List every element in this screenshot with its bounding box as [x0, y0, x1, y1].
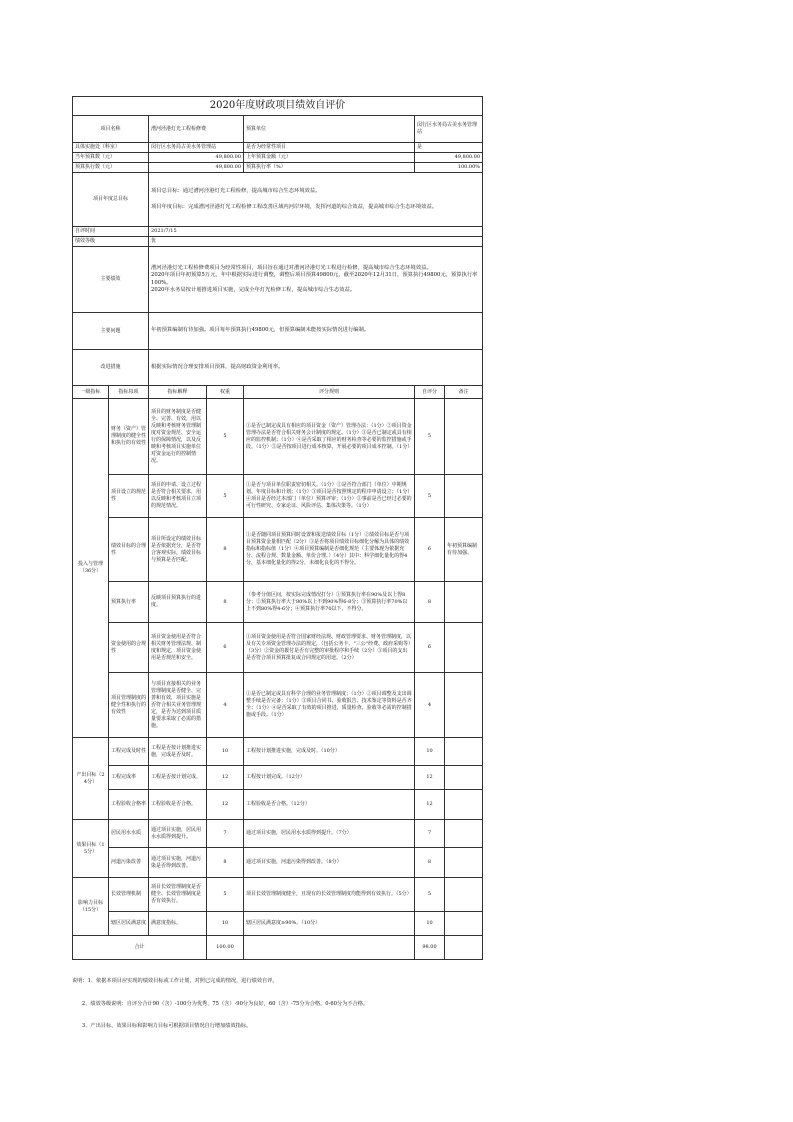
indicator-name: 财务（资产）管理制度的健全性和执行的有效性: [109, 399, 149, 475]
indicator-rule: 辖区居民满意度≥90%。（10分）: [244, 912, 415, 936]
total-row: [73, 936, 483, 960]
indicator-rule: ①是否已制定或具有相应的项目资金（资产）管理办法：（1分）②项目资金管理办法是否符合相关财务会计制度的规定。（1分）③是否已制定或具有相应的监控机制；（1分）④是否采取了相应的财务检查等必要的监控措施或手段。（1分）⑤是否按项目进行成本核算，开展必要的项目成本控制。（1分）: [244, 399, 415, 475]
exec-office-label: 具体实施处（科室）: [73, 143, 149, 153]
total-rule-empty: [244, 936, 415, 960]
indicator-name: 预算执行率: [109, 582, 149, 623]
eval-time: 2021/7/15: [149, 227, 483, 237]
indicator-note: [445, 399, 483, 475]
indicator-note: [445, 848, 483, 878]
col-header-rule: 评分规则: [244, 386, 415, 399]
indicator-score: 8: [415, 848, 445, 878]
indicator-weight: 8: [207, 518, 244, 582]
group-output-label: 产出目标（24分）: [73, 738, 109, 820]
indicator-rule: 通过项目实施，居民用水水质得到提升。（7分）: [244, 820, 415, 848]
indicator-note: [445, 475, 483, 518]
indicator-weight: 10: [207, 738, 244, 766]
recurring-value: 是: [415, 143, 483, 153]
main-perf-line-1: 漕河泾港灯光工程检修费项目为经常性项目，项目旨在通过对漕河泾港灯光工程进行检修，提高城市综合生态环境效益。: [151, 264, 432, 271]
improve-label: 改进措施: [73, 350, 149, 386]
budget-unit-label: 预算单位: [244, 116, 415, 143]
indicator-explain: 项目的财务制度是否健全、完善、有效，用以反映和考核财务管理制度对资金规范、安全运行的保障情况，以及反映和考核项目实施单位对资金运行的控制情况。: [149, 399, 207, 475]
indicator-score: 5: [415, 475, 445, 518]
annual-goal-yearly: 项目年度目标：完成漕河泾港灯光工程检修工程改善区域内河岸环境，发挥河道的综合效益，提高城市综合生态环境效益。: [151, 203, 438, 210]
table-row: [73, 766, 483, 790]
table-row: [73, 848, 483, 878]
sheet-title: 2020年度财政项目绩效自评价: [73, 97, 483, 116]
indicator-name: 工程验收合格率: [109, 790, 149, 820]
indicator-rule: ①是否与项目单位职责密切相关。（1分）②是否符合部门（单位）中期规划、年度目标和计划；（1分）③项目是否按照规定的程序申请设立；（1分）④项目是否经过本部门（单位）预算评审；（1分）⑤事前是否已经过必要的可行性研究、专家论证、风险评估、集体决策等。（1分）: [244, 475, 415, 518]
note-line: 3、产出目标、效果目标和影响力目标可根据项目情况自行增加绩效指标。: [72, 1023, 252, 1029]
notes: [72, 963, 482, 1038]
exec-rate-label: 预算执行率（%）: [244, 163, 415, 173]
indicator-weight: 8: [207, 848, 244, 878]
table-row: [73, 912, 483, 936]
indicator-note: [445, 673, 483, 738]
indicator-weight: 5: [207, 475, 244, 518]
main-perf-line-3: 2020年水务局按计划推进项目实施，完成全年灯光检修工程，提高城市综合生态效益。: [151, 287, 356, 293]
indicator-note: [445, 582, 483, 623]
indicator-weight: 8: [207, 582, 244, 623]
indicator-score: 6: [415, 623, 445, 673]
indicator-name: 河道污染改善: [109, 848, 149, 878]
table-row: [73, 475, 483, 518]
indicator-explain: 工程是否按计划推进实施，完成是否及时。: [149, 738, 207, 766]
indicator-rule: 工程按计划完成。（12分）: [244, 766, 415, 790]
table-row: [73, 820, 483, 848]
group-effect-label: 效果目标（15分）: [73, 820, 109, 878]
budget-unit: 闵行区水务局古美水务管理站: [415, 116, 483, 143]
indicator-weight: 12: [207, 766, 244, 790]
indicator-rule: 项目长效管理制度健全，且现有的长效管理制度均能得到有效执行。（5分）: [244, 878, 415, 912]
table-row: [73, 878, 483, 912]
indicator-name: 工程完成率: [109, 766, 149, 790]
col-header-explain: 指标解释: [149, 386, 207, 399]
indicator-weight: 6: [207, 623, 244, 673]
group-input-label: 投入与管理（36分）: [73, 399, 109, 738]
annual-goal-overall: 项目总目标：通过漕河泾港灯光工程检修，提高城市综合生态环境效益。: [151, 188, 321, 194]
indicator-name: 资金使用的合规性: [109, 623, 149, 673]
indicator-rule: ①是否随同项目预算同时设置和报送绩效目标（1分）②绩效目标是否与项目预算资金量相匹配（2分）③是否将项目绩效目标细化分解为具体的绩效指标和指标值（1分）④项目预算编制是否细化规范（主要体现为依据充分、流程合规、数量金额、单价合理。）（4分）其中：科学细化量化的得4分，基本细化量化的得2分，未细化良化的不得分。: [244, 518, 415, 582]
indicator-explain: 项目的申请、设立过程是否符合相关要求，用以反映和考核项目立项的规范情况。: [149, 475, 207, 518]
table-row: [73, 673, 483, 738]
exec-office: 闵行区水务局古美水务管理站: [149, 143, 244, 153]
indicator-explain: 与项目直接相关的业务管理制度是否健全、完善和有效，项目实施是否符合相关业务管理规定，是否为达到项目质量要求采取了必需的措施。: [149, 673, 207, 738]
budget-current-label: 当年预算数（元）: [73, 153, 149, 163]
indicator-weight: 5: [207, 399, 244, 475]
indicator-score: 4: [415, 673, 445, 738]
main-issue-text: 年初预算编制有待加强。项目每年预算执行49800元，但预算编制未能按实际情况进行编制。: [149, 313, 483, 350]
indicator-rule: 工程按计划推进实施，完成及时。（10分）: [244, 738, 415, 766]
indicator-explain: 通过项目实施，河道污染是否得到改善。: [149, 848, 207, 878]
indicator-explain: 项目长效管理制度是否健全、长效管理制度是否有效执行。: [149, 878, 207, 912]
table-row: [73, 623, 483, 673]
main-issue-label: 主要问题: [73, 313, 149, 350]
indicator-rule: （参考分值区间，按实际完成情况打分）①预算执行率在90%及以上得8分；②预算执行率大于80%以上不到90%得6-8分；③预算执行率70%以上不到80%得4-6分；④预算执行率70以下，不得分。: [244, 582, 415, 623]
indicator-note: [445, 878, 483, 912]
annual-goal-label: 项目年度总目标: [73, 173, 149, 227]
col-header-weight: 权重: [207, 386, 244, 399]
note-line: 说明：1、依据本项目应实现的绩效目标或工作计划，对照已完成的情况，进行绩效自评。: [72, 978, 278, 984]
prev-budget-label: 上年预算金额（元）: [244, 153, 415, 163]
col-header-note: 备注: [445, 386, 483, 399]
indicator-name: 项目设立的规范性: [109, 475, 149, 518]
grade-label: 绩效等级: [73, 237, 149, 247]
indicator-note: 年初预算编制有待加强。: [445, 518, 483, 582]
indicator-score: 5: [415, 878, 445, 912]
indicator-name: 居民用水水质: [109, 820, 149, 848]
evaluation-table: [72, 96, 483, 960]
exec-amount: 49,800.00: [149, 163, 244, 173]
col-header-indicator: 指标每项: [109, 386, 149, 399]
indicator-score: 10: [415, 738, 445, 766]
table-row: [73, 399, 483, 475]
main-perf-text: [149, 247, 483, 313]
recurring-label: 是否为经常性项目: [244, 143, 415, 153]
indicator-explain: 工程是否按计划完成。: [149, 766, 207, 790]
total-weight: 100.00: [207, 936, 244, 960]
indicator-score: 10: [415, 912, 445, 936]
budget-current: 49,800.00: [149, 153, 244, 163]
indicator-score: 6: [415, 518, 445, 582]
indicator-score: 8: [415, 582, 445, 623]
annual-goal-text: [149, 173, 483, 227]
indicator-explain: 满意度指标。: [149, 912, 207, 936]
indicator-note: [445, 912, 483, 936]
indicator-weight: 7: [207, 820, 244, 848]
note-line: 2、绩效等级说明：自评分合计90（含）-100分为优秀，75（含）-90分为良好，60（含）-75分为合格，0-60分为不合格。: [72, 1000, 369, 1007]
eval-time-label: 自评时间: [73, 227, 149, 237]
indicator-note: [445, 820, 483, 848]
indicator-explain: 项目资金使用是否符合相关财务管理法规、制度和规定，项目资金使用是否规范和安全。: [149, 623, 207, 673]
evaluation-sheet: [72, 96, 482, 1038]
indicator-name: 绩效目标的合理性: [109, 518, 149, 582]
improve-text: 根据实际情况合理安排项目预算，提高财政资金利用率。: [149, 350, 483, 386]
table-row: [73, 518, 483, 582]
indicator-weight: 4: [207, 673, 244, 738]
table-row: [73, 790, 483, 820]
total-label: 合计: [73, 936, 207, 960]
indicator-note: [445, 766, 483, 790]
indicator-note: [445, 623, 483, 673]
indicator-explain: 工程验收是否合格。: [149, 790, 207, 820]
indicator-explain: 项目所设定的绩效目标是否依据充分，是否符合客观实际，绩效目标与预算是否匹配。: [149, 518, 207, 582]
indicator-rule: ①项目资金使用是否符合国家财经法规、财政管理要求、财务管理制度，以及有关专项资金管理办法的规定，（包括公务卡、"三公"经费、政府采购等）（3分）②资金的拨付是否有完整的审批程序和手续（2分）③项目的支出是否符合项目预算批复或合同规定的用途。（2分）: [244, 623, 415, 673]
indicator-rule: 通过项目实施，河道污染得到改善。（8分）: [244, 848, 415, 878]
indicator-score: 12: [415, 766, 445, 790]
indicator-explain: 反映项目预算执行的进度。: [149, 582, 207, 623]
main-perf-label: 主要绩效: [73, 247, 149, 313]
group-impact-label: 影响力目标（15分）: [73, 878, 109, 936]
project-name: 漕河泾港灯光工程检修费: [149, 116, 244, 143]
indicator-name: 长效管理机制: [109, 878, 149, 912]
indicator-rule: 工程验收是否合格。（12分）: [244, 790, 415, 820]
indicator-weight: 12: [207, 790, 244, 820]
exec-rate: 100.00%: [415, 163, 483, 173]
indicator-note: [445, 738, 483, 766]
indicator-weight: 5: [207, 878, 244, 912]
exec-amount-label: 预算执行数（元）: [73, 163, 149, 173]
indicator-name: 项目管理制度的健全性和执行的有效性: [109, 673, 149, 738]
main-perf-line-2: 2020年项目年初预算5万元，年中根据实际进行调整，调整后项目预算49800元，截至2020年12月31日，预算执行49800元，预算执行率100%。: [151, 272, 478, 286]
indicator-weight: 10: [207, 912, 244, 936]
table-row: [73, 582, 483, 623]
indicator-score: 5: [415, 399, 445, 475]
table-row: [73, 738, 483, 766]
indicator-note: [445, 790, 483, 820]
col-header-level1: 一级指标: [73, 386, 109, 399]
project-name-label: 项目名称: [73, 116, 149, 143]
indicator-name: 工程完成及时性: [109, 738, 149, 766]
grade-value: 优: [149, 237, 483, 247]
total-note-empty: [445, 936, 483, 960]
indicator-explain: 通过项目实施，居民用水水质得到提升。: [149, 820, 207, 848]
prev-budget: 49,800.00: [415, 153, 483, 163]
indicator-name: 辖区居民满意度: [109, 912, 149, 936]
indicator-score: 7: [415, 820, 445, 848]
indicator-score: 12: [415, 790, 445, 820]
total-score: 98.00: [415, 936, 445, 960]
indicator-rule: ①是否已制定或具有科学合理的业务管理制度；（1分）②项目调整及支出调整手续是否完备；（1分）③项目合同书、验收报告、技术鉴定等资料是否齐全；（1分）④是否采取了有效的项目推进、质量检查、验收等必需的控制措施或手段。（1分）: [244, 673, 415, 738]
col-header-score: 自评分: [415, 386, 445, 399]
